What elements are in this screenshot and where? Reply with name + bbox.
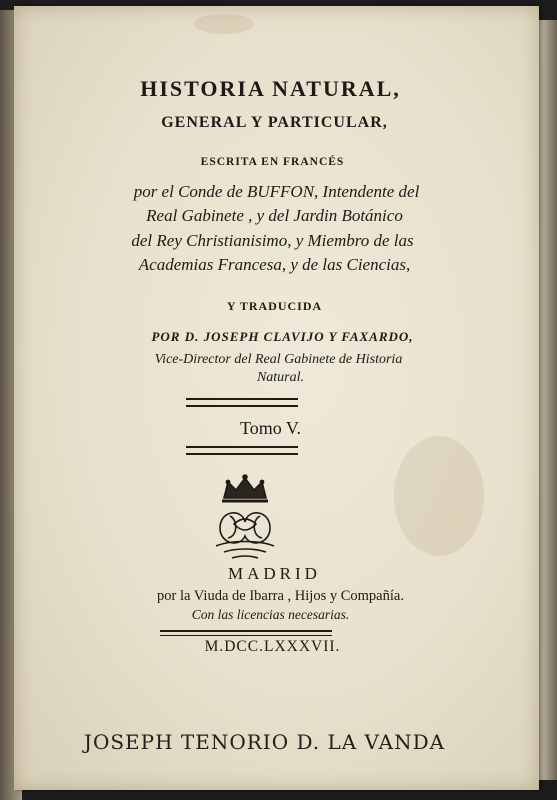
double-rule-bottom [186,446,298,455]
double-rule-top [186,398,298,407]
volume-label: Tomo V. [239,418,302,438]
book-subtitle: GENERAL Y PARTICULAR, [161,114,388,131]
city: MADRID [228,564,321,583]
publisher: por la Viuda de Ibarra , Hijos y Compañía. [157,588,404,604]
written-in-note: ESCRITA EN FRANCÉS [200,156,345,168]
paper-stain [394,436,484,556]
title-page [14,6,539,790]
author-line: Academias Francesa, y de las Ciencias, [138,255,411,274]
translator-name: POR D. JOSEPH CLAVIJO Y FAXARDO, [151,329,414,344]
publication-date: M.DCC.LXXXVII. [204,638,341,655]
book-title: HISTORIA NATURAL, [140,76,401,101]
translator-role: Vice-Director del Real Gabinete de Historia [154,352,403,367]
translated-note: Y TRADUCIDA [226,299,323,313]
author-line: Real Gabinete , y del Jardin Botánico [146,206,403,225]
date-rule [160,630,332,636]
author-line: del Rey Christianisimo, y Miembro de las [131,231,414,250]
license-note: Con las licencias necesarias. [191,607,350,622]
paper-stain [194,14,254,34]
owner-signature: JOSEPH TENORIO D. LA VANDA [83,730,446,754]
translator-role-cont: Natural. [256,370,305,385]
crowned-monogram-emblem-icon [210,474,280,564]
author-line: por el Conde de BUFFON, Intendente del [133,182,420,201]
